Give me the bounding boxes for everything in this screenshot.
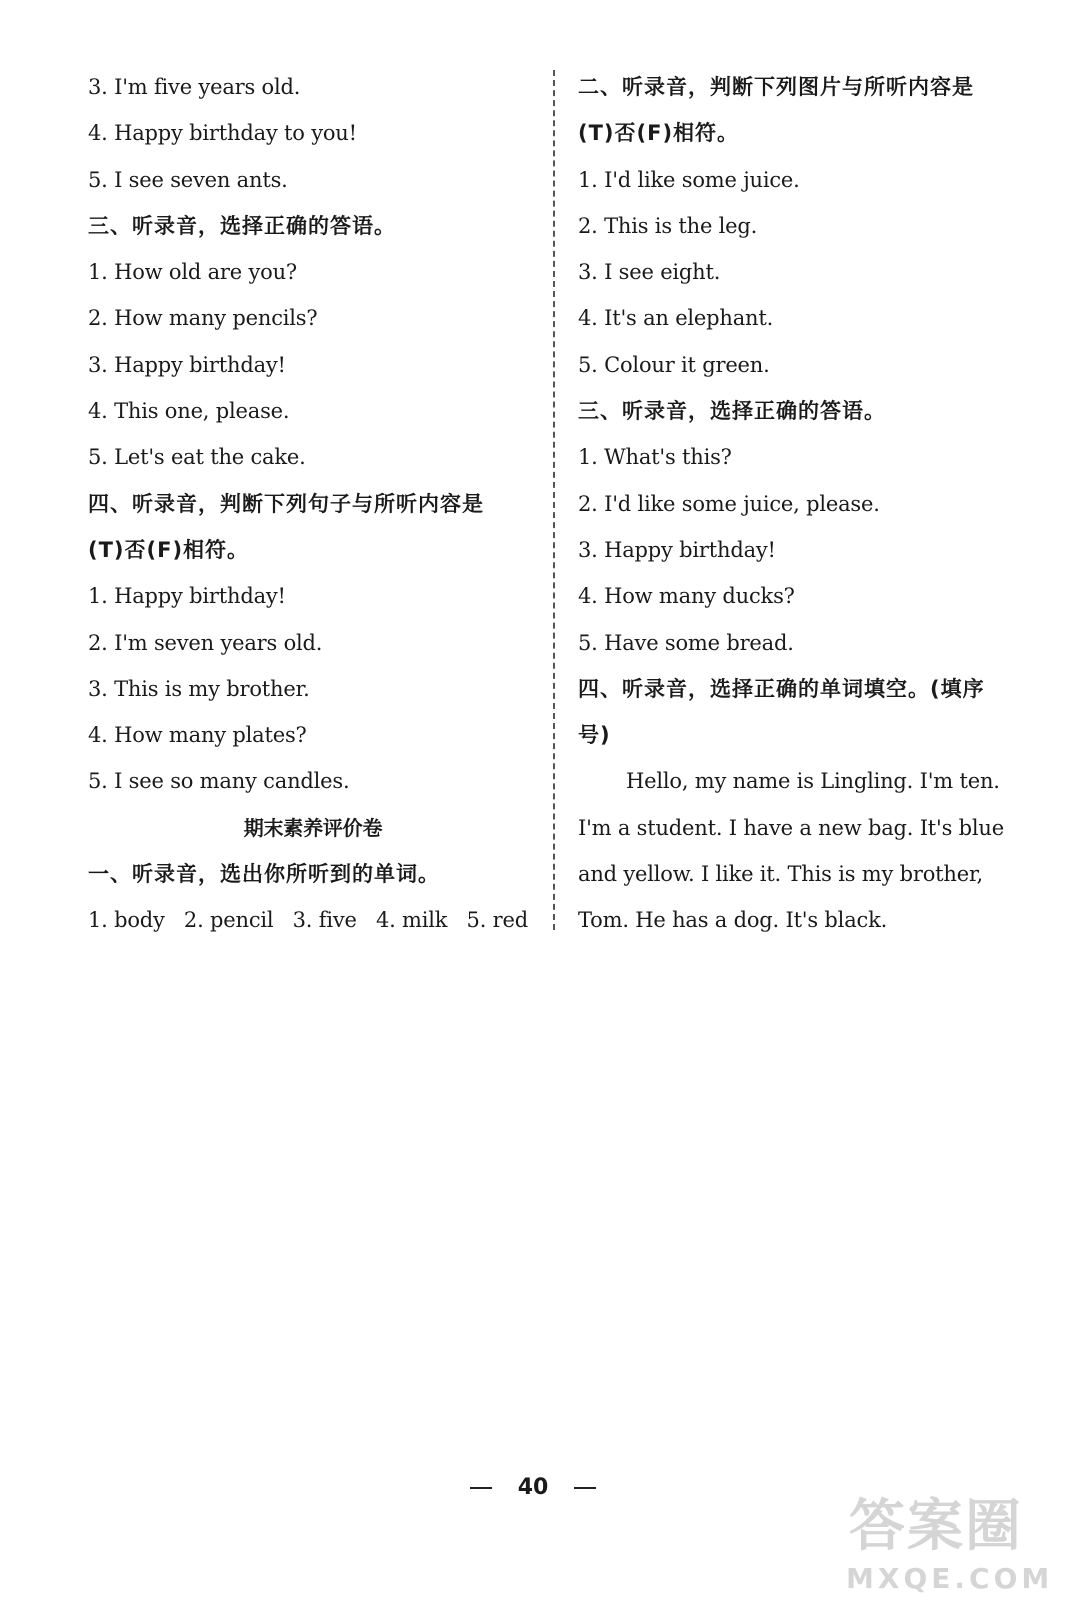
list-item: 3. I see eight. bbox=[578, 260, 721, 285]
list-item: 2. How many pencils? bbox=[88, 306, 318, 331]
list-item: 5. I see so many candles. bbox=[88, 769, 350, 794]
dash-decoration bbox=[470, 1487, 492, 1489]
list-item: 3. Happy birthday! bbox=[578, 537, 776, 562]
section-heading-cont: (T)否(F)相符。 bbox=[578, 121, 740, 146]
right-column bbox=[578, 64, 1028, 944]
watermark-text: 答案圈 bbox=[849, 1494, 1023, 1559]
word-item: 5. red bbox=[466, 908, 528, 933]
list-item: 2. I'm seven years old. bbox=[88, 630, 323, 655]
list-item: 5. Colour it green. bbox=[578, 352, 770, 377]
word-list bbox=[88, 897, 528, 943]
dash-decoration bbox=[574, 1487, 596, 1489]
text-line: 4. Happy birthday to you! bbox=[88, 121, 357, 146]
list-item: 2. I'd like some juice, please. bbox=[578, 491, 880, 516]
list-item: 5. Have some bread. bbox=[578, 630, 794, 655]
left-column bbox=[88, 64, 538, 944]
list-item: 1. How old are you? bbox=[88, 260, 297, 285]
list-item: 4. How many ducks? bbox=[578, 584, 795, 609]
section-heading: 一、听录音，选出你所听到的单词。 bbox=[88, 862, 440, 887]
section-heading: 四、听录音，选择正确的单词填空。(填序 bbox=[578, 676, 985, 701]
list-item: 1. Happy birthday! bbox=[88, 584, 286, 609]
exam-title: 期末素养评价卷 bbox=[243, 815, 383, 840]
list-item: 1. I'd like some juice. bbox=[578, 167, 800, 192]
list-item: 2. This is the leg. bbox=[578, 213, 758, 238]
word-item: 3. five bbox=[292, 908, 357, 933]
section-heading: 二、听录音，判断下列图片与所听内容是 bbox=[578, 75, 974, 99]
word-item: 2. pencil bbox=[183, 908, 274, 933]
list-item: 3. Happy birthday! bbox=[88, 352, 286, 377]
column-divider bbox=[553, 70, 555, 930]
list-item: 5. Let's eat the cake. bbox=[88, 445, 306, 470]
watermark-logo bbox=[846, 1482, 1054, 1595]
passage-line: Hello, my name is Lingling. I'm ten. bbox=[626, 769, 1000, 794]
passage-line: Tom. He has a dog. It's black. bbox=[578, 908, 888, 933]
word-item: 1. body bbox=[88, 908, 165, 933]
text-line: 5. I see seven ants. bbox=[88, 167, 288, 192]
text-line: 3. I'm five years old. bbox=[88, 75, 301, 99]
list-item: 1. What's this? bbox=[578, 445, 732, 470]
section-heading-cont: 号) bbox=[578, 723, 611, 748]
list-item: 4. It's an elephant. bbox=[578, 306, 774, 331]
list-item: 4. This one, please. bbox=[88, 399, 290, 424]
passage-line: and yellow. I like it. This is my brother, bbox=[578, 862, 983, 887]
section-heading-cont: (T)否(F)相符。 bbox=[88, 537, 250, 562]
page-number-text: 40 bbox=[517, 1475, 549, 1500]
section-heading: 四、听录音，判断下列句子与所听内容是 bbox=[88, 491, 484, 516]
passage-line: I'm a student. I have a new bag. It's blue bbox=[578, 815, 1004, 840]
section-heading: 三、听录音，选择正确的答语。 bbox=[88, 213, 396, 238]
watermark-url: MXQE.COM bbox=[846, 1562, 1054, 1595]
list-item: 4. How many plates? bbox=[88, 723, 307, 748]
list-item: 3. This is my brother. bbox=[88, 676, 310, 701]
word-item: 4. milk bbox=[375, 908, 448, 933]
section-heading: 三、听录音，选择正确的答语。 bbox=[578, 399, 886, 424]
